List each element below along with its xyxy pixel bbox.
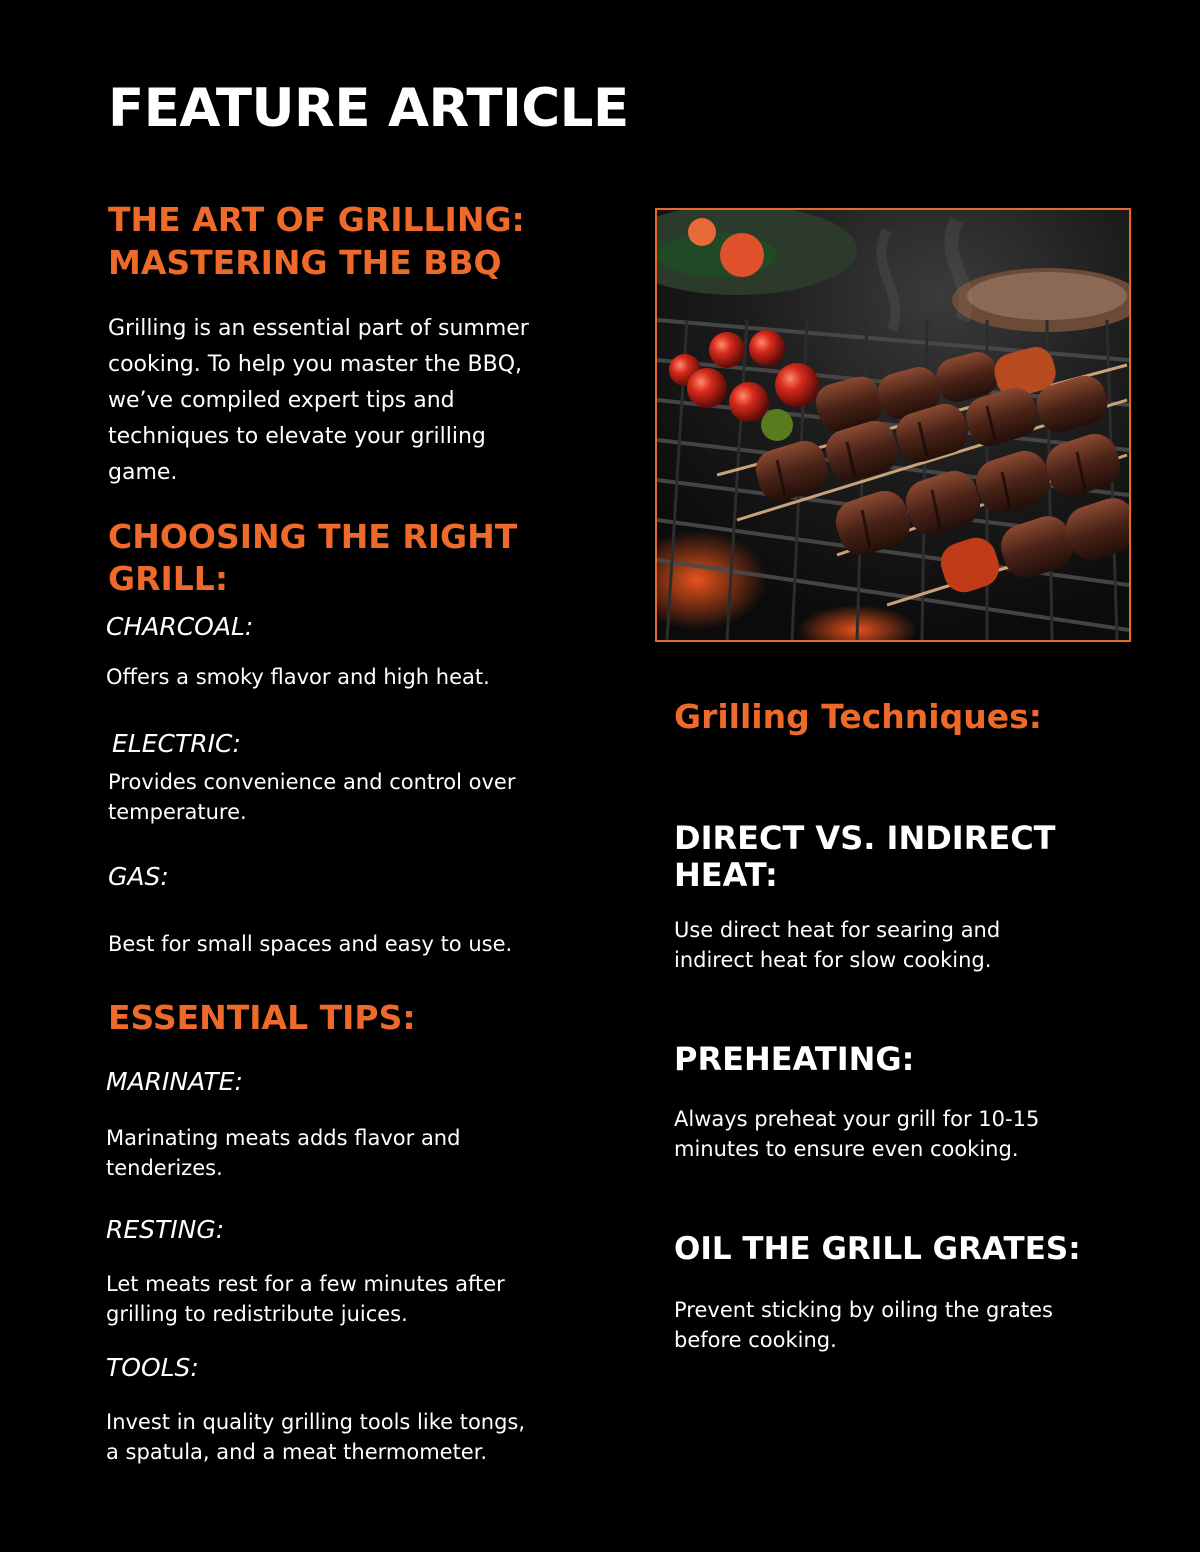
intro-line: techniques to elevate your grilling: [108, 424, 486, 449]
resting-text: [106, 1269, 505, 1329]
grills-heading-line1: CHOOSING THE RIGHT: [108, 517, 518, 556]
electric-text: [108, 767, 516, 827]
preheating-text: [674, 1104, 1039, 1164]
intro-line: Grilling is an essential part of summer: [108, 316, 529, 341]
tools-label: TOOLS:: [106, 1353, 199, 1382]
oil-grates-text: [674, 1295, 1053, 1355]
gas-label: GAS:: [108, 862, 169, 891]
direct-heat-text-line1: Use direct heat for searing and: [674, 918, 1001, 942]
direct-heat-title-line1: DIRECT VS. INDIRECT: [674, 819, 1056, 857]
preheating-title: PREHEATING:: [674, 1040, 915, 1078]
bbq-skewers-illustration: [657, 210, 1129, 640]
direct-heat-title: [674, 820, 1056, 894]
intro-line: cooking. To help you master the BBQ,: [108, 352, 523, 377]
techniques-heading: Grilling Techniques:: [674, 697, 1042, 736]
article-headline: [108, 198, 525, 284]
resting-text-line1: Let meats rest for a few minutes after: [106, 1272, 505, 1296]
electric-text-line1: Provides convenience and control over: [108, 770, 516, 794]
page-title: FEATURE ARTICLE: [108, 78, 629, 139]
section-heading-grills: [108, 516, 517, 600]
article-headline-line1: THE ART OF GRILLING:: [108, 200, 525, 239]
oil-grates-text-line2: before cooking.: [674, 1328, 837, 1352]
charcoal-text: Offers a smoky flavor and high heat.: [106, 665, 490, 689]
tools-text-line1: Invest in quality grilling tools like tongs,: [106, 1410, 526, 1434]
oil-grates-text-line1: Prevent sticking by oiling the grates: [674, 1298, 1053, 1322]
tools-text-line2: a spatula, and a meat thermometer.: [106, 1440, 488, 1464]
section-heading-tips: ESSENTIAL TIPS:: [108, 998, 416, 1037]
marinate-label: MARINATE:: [106, 1067, 243, 1096]
direct-heat-title-line2: HEAT:: [674, 856, 778, 894]
resting-label: RESTING:: [106, 1215, 225, 1244]
gas-text: Best for small spaces and easy to use.: [108, 932, 513, 956]
intro-line: game.: [108, 460, 178, 485]
oil-grates-title: OIL THE GRILL GRATES:: [674, 1231, 1081, 1267]
preheating-text-line2: minutes to ensure even cooking.: [674, 1137, 1019, 1161]
article-headline-line2: MASTERING THE BBQ: [108, 243, 502, 282]
marinate-text-line1: Marinating meats adds flavor and: [106, 1126, 461, 1150]
resting-text-line2: grilling to redistribute juices.: [106, 1302, 408, 1326]
direct-heat-text: [674, 915, 1000, 975]
electric-label: ELECTRIC:: [112, 729, 241, 758]
grills-heading-line2: GRILL:: [108, 559, 229, 598]
bbq-skewers-photo: [655, 208, 1131, 642]
intro-paragraph: [108, 311, 529, 491]
direct-heat-text-line2: indirect heat for slow cooking.: [674, 948, 992, 972]
marinate-text: [106, 1123, 460, 1183]
marinate-text-line2: tenderizes.: [106, 1156, 223, 1180]
preheating-text-line1: Always preheat your grill for 10-15: [674, 1107, 1040, 1131]
electric-text-line2: temperature.: [108, 800, 247, 824]
intro-line: we’ve compiled expert tips and: [108, 388, 455, 413]
charcoal-label: CHARCOAL:: [106, 612, 254, 641]
tools-text: [106, 1407, 525, 1467]
